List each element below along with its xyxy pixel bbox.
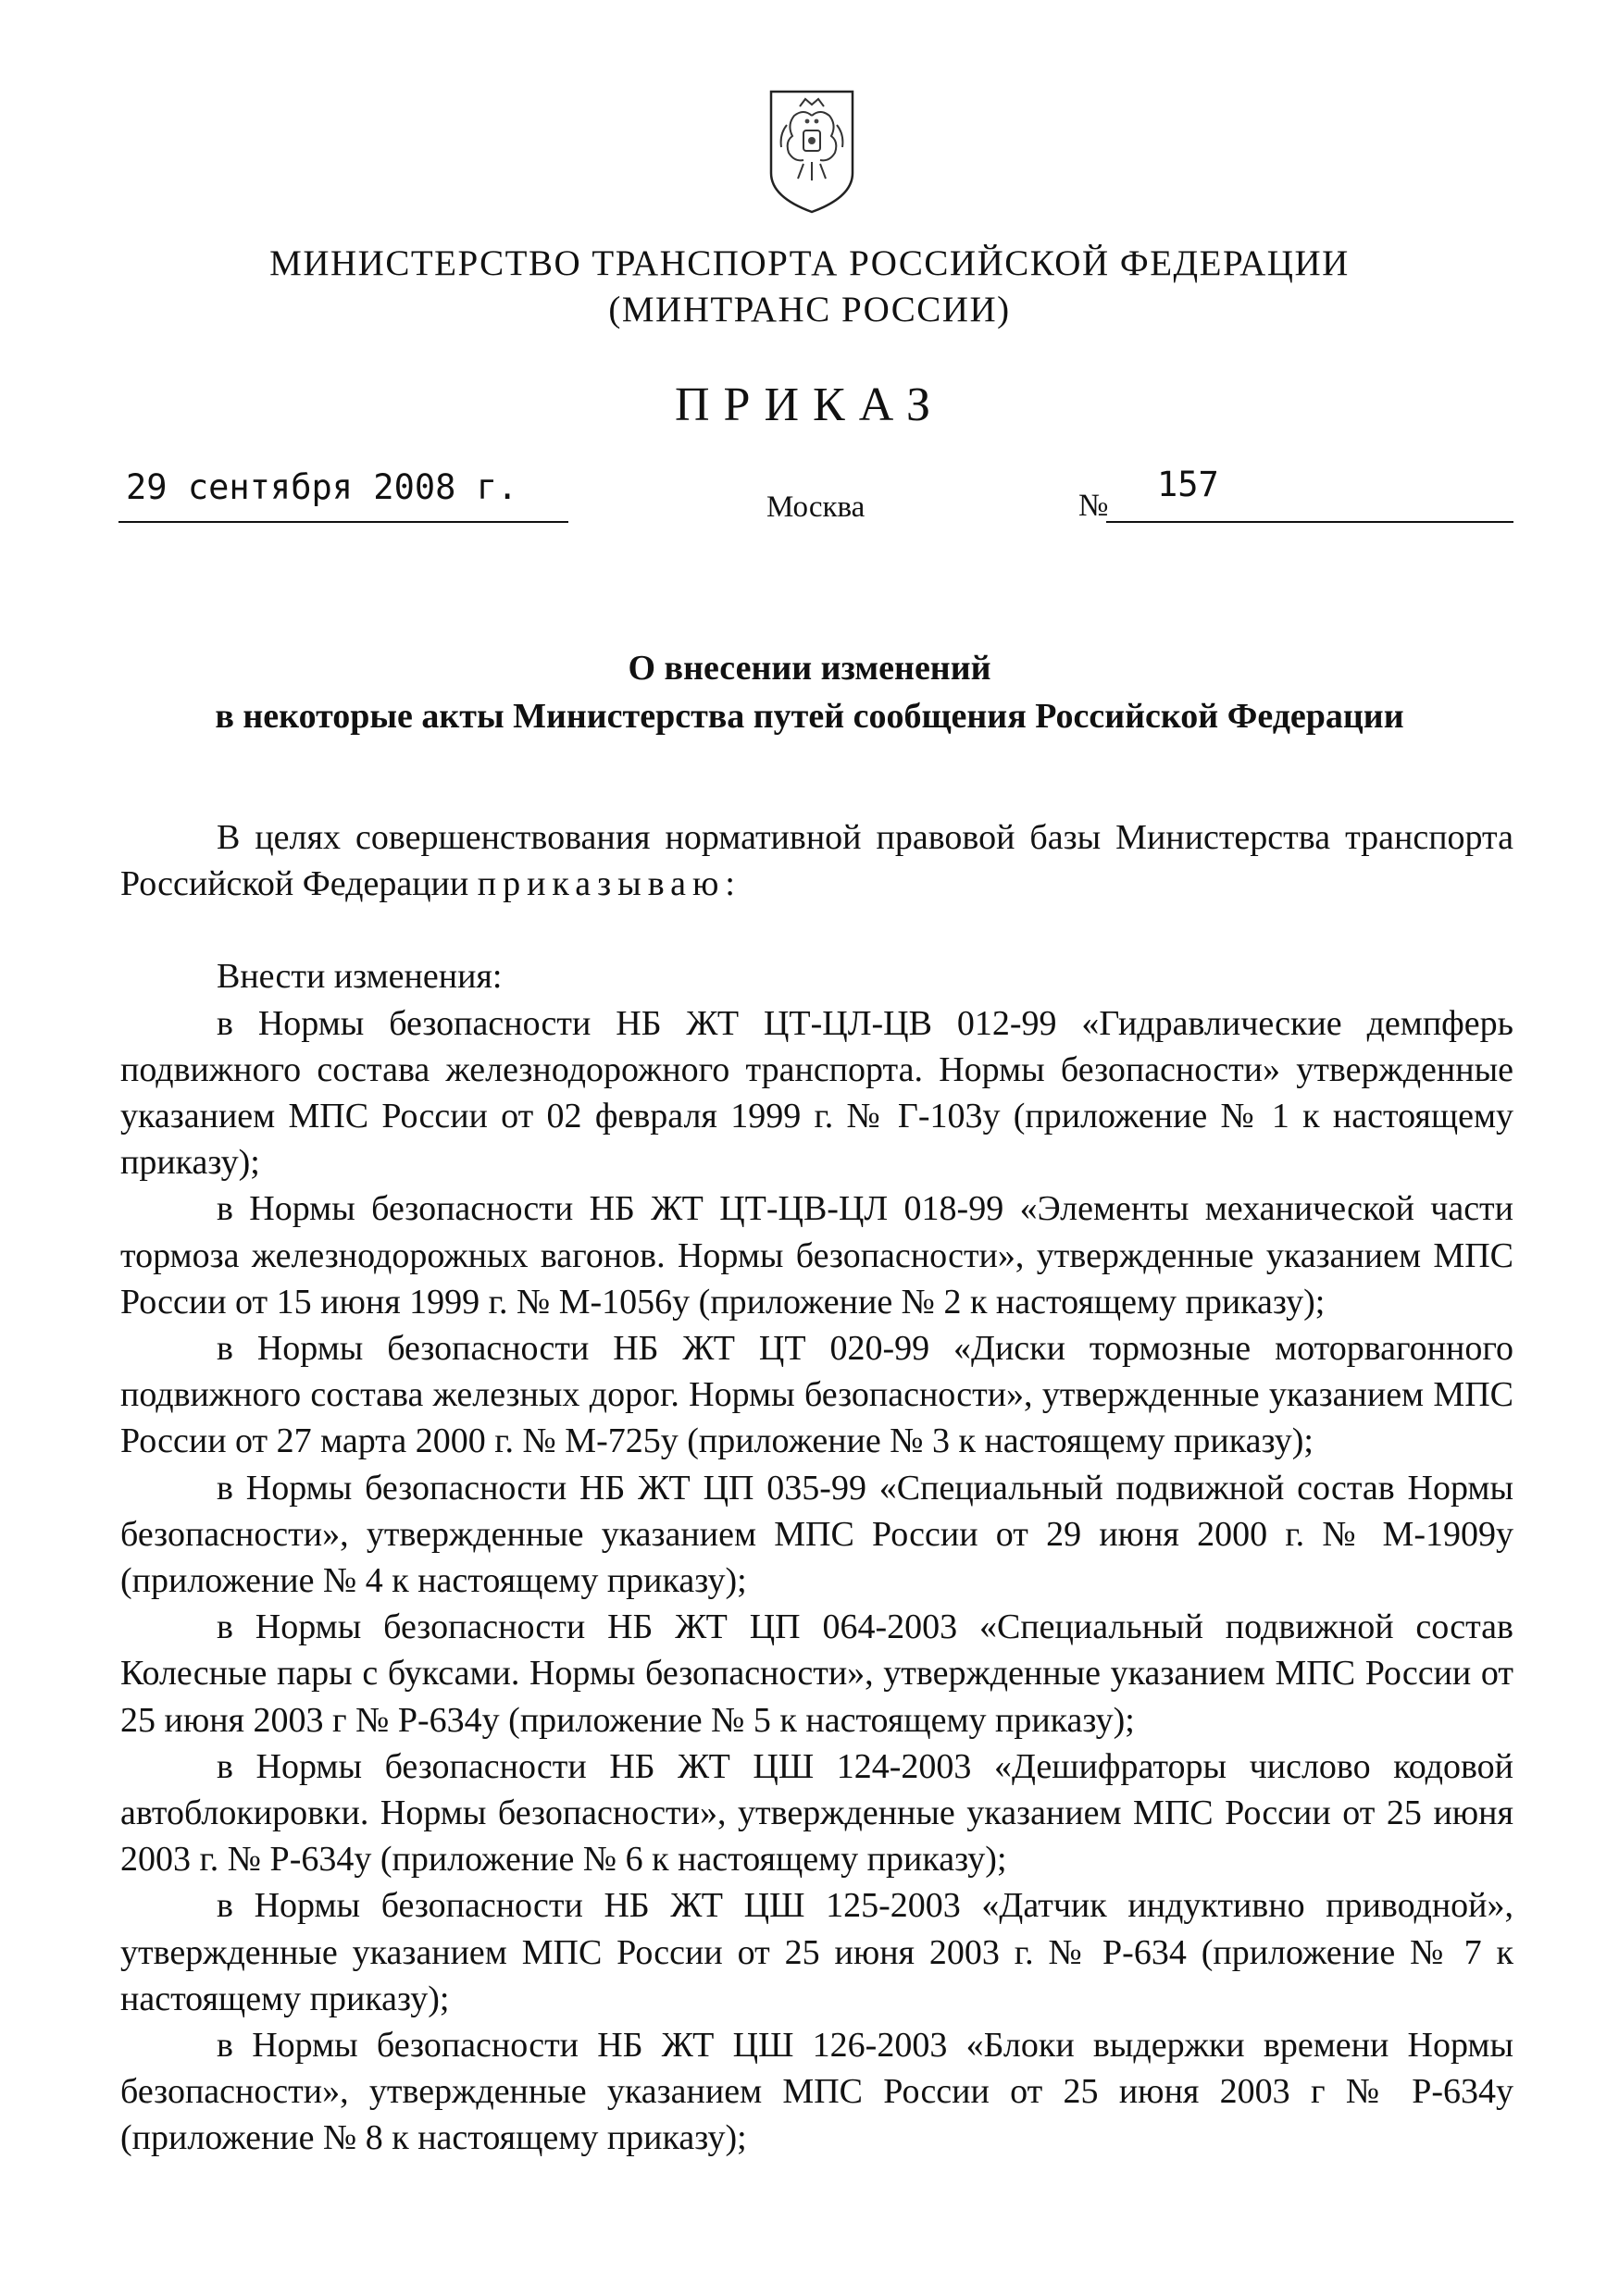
order-number-label: № (1078, 489, 1109, 523)
coat-of-arms-emblem (766, 88, 857, 216)
list-item: в Нормы безопасности НБ ЖТ ЦП 035-99 «Специальный подвижной состав Нормы безопасности», утвержденные указанием МПС России от 29 июня 2000 г. № М-1909у (приложение № 4 к настоящему приказу); (120, 1468, 1513, 1601)
list-item: в Нормы безопасности НБ ЖТ ЦШ 125-2003 «Датчик индуктивно приводной», утвержденные указанием МПС России от 25 июня 2003 г. № Р-634 (приложение № 7 к настоящему приказу); (120, 1886, 1513, 2018)
list-item: в Нормы безопасности НБ ЖТ ЦТ 020-99 «Диски тормозные моторвагонного подвижного состава железных дорог. Нормы безопасности», утвержденные указанием МПС России от 27 марта 2000 г. № М-725у (приложение № 3 к настоящему приказу); (120, 1329, 1513, 1461)
preamble-paragraph (120, 814, 1513, 907)
list-item: в Нормы безопасности НБ ЖТ ЦШ 126-2003 «Блоки выдержки времени Нормы безопасности», утвержденные указанием МПС России от 25 июня 2003 г № Р-634у (приложение № 8 к настоящему приказу); (120, 2026, 1513, 2158)
list-item: в Нормы безопасности НБ ЖТ ЦТ-ЦЛ-ЦВ 012-99 «Гидравлические демпферь подвижного состава железнодорожного транспорта. Нормы безопасности» утвержденные указанием МПС России от 02 февраля 1999 г. № Г-103у (приложение № 1 к настоящему приказу); (120, 1003, 1513, 1183)
order-body (120, 814, 1513, 2162)
list-item: в Нормы безопасности НБ ЖТ ЦП 064-2003 «Специальный подвижной состав Колесные пары с буксами. Нормы безопасности», утвержденные указанием МПС России от 25 июня 2003 г № Р-634у (приложение № 5 к настоящему приказу); (120, 1607, 1513, 1740)
document-type-title: ПРИКАЗ (674, 379, 945, 431)
date-underline (118, 521, 568, 523)
order-number: 157 (1157, 465, 1219, 504)
subject-line-1: О внесении изменений (628, 649, 991, 688)
list-item: в Нормы безопасности НБ ЖТ ЦТ-ЦВ-ЦЛ 018-99 «Элементы механической части тормоза железнодорожных вагонов. Нормы безопасности», утвержденные указанием МПС России от 15 июня 1999 г. № М-1056у (приложение № 2 к настоящему приказу); (120, 1189, 1513, 1322)
number-underline (1106, 521, 1513, 523)
order-word: приказываю: (477, 864, 741, 904)
ministry-name: МИНИСТЕРСТВО ТРАНСПОРТА РОССИЙСКОЙ ФЕДЕРАЦИИ (269, 243, 1350, 283)
subject-line-2: в некоторые акты Министерства путей сообщения Российской Федерации (215, 697, 1404, 736)
order-date: 29 сентября 2008 г. (126, 467, 518, 507)
order-city: Москва (766, 490, 866, 524)
preamble-text: В целях совершенствования нормативной правовой базы Министерства транспорта Российской Федерации (120, 818, 1513, 904)
list-item: в Нормы безопасности НБ ЖТ ЦШ 124-2003 «Дешифраторы числово кодовой автоблокировки. Нормы безопасности», утвержденные указанием МПС России от 25 июня 2003 г. № Р-634у (приложение № 6 к настоящему приказу); (120, 1746, 1513, 1880)
ministry-short-name: (МИНТРАНС РОССИИ) (608, 290, 1011, 329)
intro-paragraph: Внести изменения: (217, 957, 503, 997)
